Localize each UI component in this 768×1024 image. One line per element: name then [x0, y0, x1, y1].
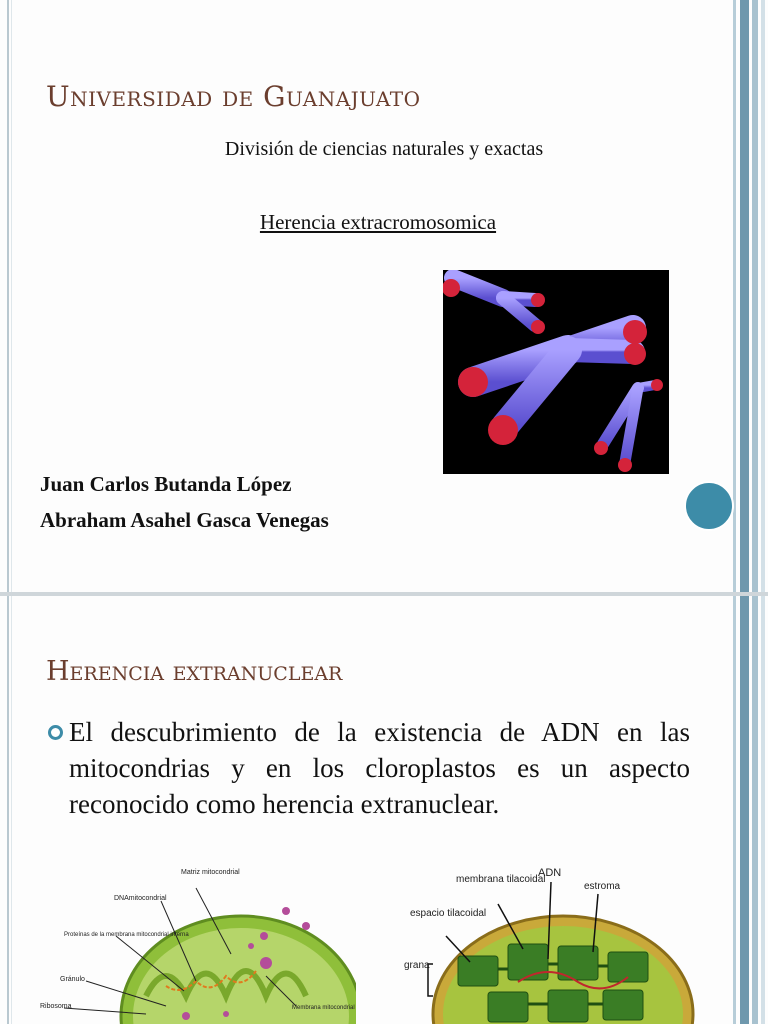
bullet-circle-icon: [48, 725, 63, 740]
topic-heading: Herencia extracromosomica: [259, 210, 497, 234]
division-subtitle: División de ciencias naturales y exactas: [224, 138, 544, 160]
label-granulo: Gránulo: [60, 976, 85, 983]
label-membrana-mito: Membrana mitocondrial: [292, 1005, 355, 1011]
chloroplast-diagram: [398, 864, 718, 1024]
right-decor-bar: [740, 596, 749, 1024]
label-estroma: estroma: [584, 881, 621, 892]
slide-title: Herencia extranuclear: [46, 656, 343, 687]
label-matriz: Matriz mitocondrial: [181, 869, 240, 876]
label-espacio-tilacoidal: espacio tilacoidal: [410, 908, 487, 919]
label-grana: grana: [404, 960, 430, 971]
bullet-item: [48, 714, 690, 822]
right-decor-bar: [752, 0, 758, 592]
left-border-line: [7, 0, 9, 592]
author-name: Juan Carlos Butanda López: [40, 472, 292, 496]
left-border-line-inner: [11, 0, 12, 592]
label-ribosoma: Ribosoma: [40, 1003, 72, 1010]
label-dna: DNAmitocondrial: [114, 895, 167, 902]
left-border-line-inner: [11, 596, 12, 1024]
label-membrana-tilacoidal: membrana tilacoidal: [456, 874, 546, 885]
author-name: Abraham Asahel Gasca Venegas: [40, 508, 329, 532]
right-decor-bar: [761, 596, 765, 1024]
label-adn: ADN: [538, 867, 562, 879]
content-slide: [0, 596, 768, 1024]
chromosome-image: [443, 270, 669, 474]
left-border-line: [7, 596, 9, 1024]
right-decor-bar: [761, 0, 765, 592]
right-decor-bar: [740, 0, 749, 592]
mitochondria-diagram: [36, 866, 356, 1024]
right-decor-bar: [752, 596, 758, 1024]
bullet-text: El descubrimiento de la existencia de ADN en las mitocondrias y en los cloroplastos es un aspecto reconocido como herencia extranuclear.: [69, 717, 690, 819]
label-proteinas: Proteínas de la membrana mitocondrial interna: [64, 932, 189, 938]
decor-circle: [684, 481, 734, 531]
right-decor-bar: [733, 596, 736, 1024]
university-title: Universidad de Guanajuato: [46, 80, 421, 113]
